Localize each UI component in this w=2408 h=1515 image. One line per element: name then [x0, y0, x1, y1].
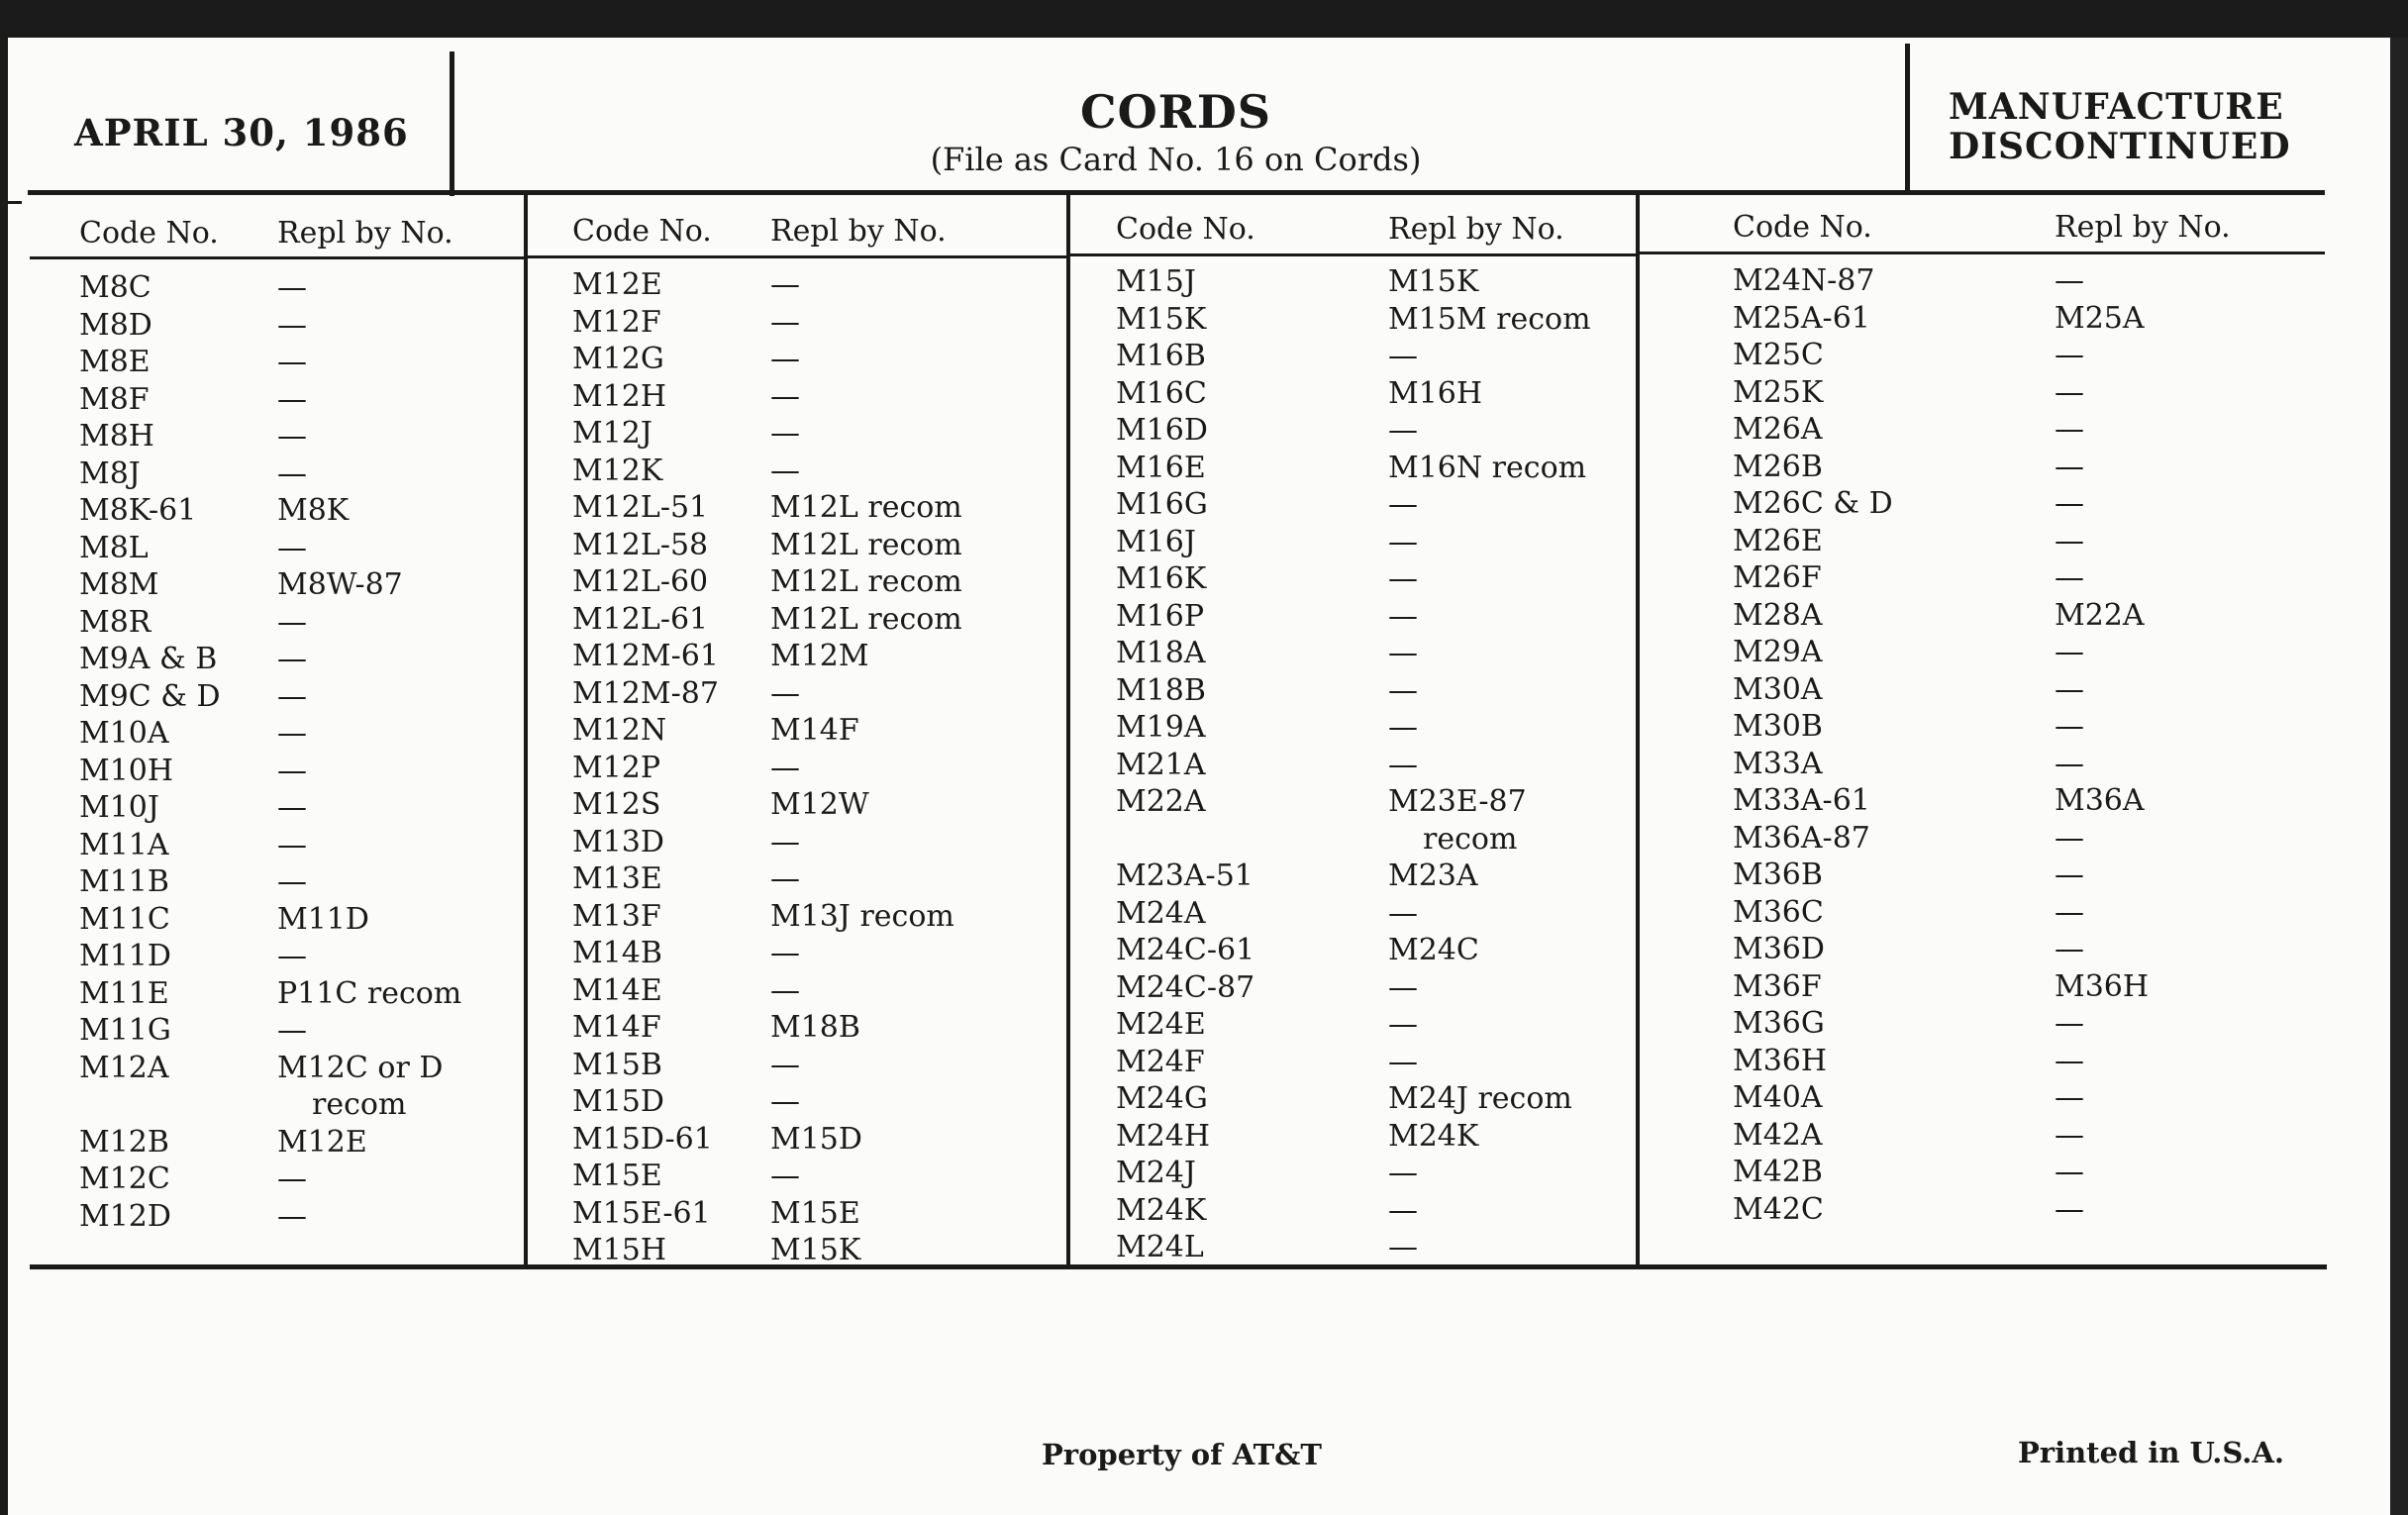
card-subtitle: (File as Card No. 16 on Cords)	[930, 141, 1422, 178]
code-cell: M16B	[1116, 339, 1206, 373]
code-cell: M24L	[1116, 1230, 1204, 1264]
card-title-block	[451, 85, 1901, 178]
code-cell: M36D	[1733, 932, 1825, 966]
replacement-cell: —	[770, 378, 800, 414]
code-cell: M12D	[79, 1198, 171, 1234]
code-cell: M12L-61	[572, 601, 709, 637]
replacement-cell: —	[277, 455, 307, 491]
code-cell: M23A-51	[1116, 858, 1254, 893]
status-line-2: DISCONTINUED	[1949, 126, 2291, 167]
status-label	[1949, 87, 2291, 166]
replacement-cell: —	[2055, 1191, 2084, 1227]
code-cell: M26F	[1733, 560, 1822, 595]
replacement-cell: —	[2055, 894, 2084, 930]
replacement-cell: —	[277, 1013, 307, 1048]
status-line-1: MANUFACTURE	[1949, 86, 2284, 128]
replacement-cell: —	[2055, 709, 2084, 744]
code-cell: M16K	[1116, 561, 1207, 596]
replacement-cell: —	[770, 824, 800, 859]
code-cell: M12P	[572, 750, 661, 785]
code-cell: M8L	[79, 530, 149, 565]
code-cell: M24N-87	[1733, 263, 1875, 298]
code-cell: M24F	[1116, 1044, 1205, 1079]
code-cell: M15K	[1116, 301, 1207, 337]
replacement-cell: M11D	[277, 901, 369, 937]
code-cell: M11E	[79, 975, 169, 1011]
colhead-code-4: Code No.	[1733, 210, 1872, 245]
replacement-cell: —	[2055, 820, 2084, 856]
replacement-cell: —	[1388, 710, 1418, 745]
replacement-cell: M24C	[1388, 933, 1479, 967]
code-cell: M36C	[1733, 894, 1824, 930]
replacement-cell: M12M	[770, 639, 869, 673]
code-cell: M8F	[79, 381, 150, 417]
replacement-cell: —	[2055, 671, 2084, 707]
replacement-cell: M16N recom	[1388, 450, 1587, 485]
code-cell: M29A	[1733, 635, 1823, 669]
code-cell: M36H	[1733, 1043, 1828, 1078]
footer-property: Property of AT&T	[1042, 1438, 1322, 1471]
code-cell: M13F	[572, 898, 661, 934]
replacement-cell: —	[1388, 895, 1418, 931]
replacement-cell: —	[770, 972, 800, 1008]
code-cell: M12J	[572, 416, 652, 451]
replacement-cell: —	[1388, 747, 1418, 782]
code-cell: M15D-61	[572, 1121, 713, 1157]
colhead-repl-2: Repl by No.	[770, 214, 947, 249]
replacement-cell: —	[277, 716, 307, 751]
code-cell: M11A	[79, 827, 169, 862]
replacement-cell: —	[1388, 524, 1418, 559]
replacement-cell: —	[1388, 969, 1418, 1005]
code-cell: M30B	[1733, 709, 1823, 744]
code-cell: M12F	[572, 304, 661, 340]
replacement-cell: —	[1388, 1044, 1418, 1079]
code-cell: M25C	[1733, 338, 1824, 372]
replacement-cell: —	[2055, 523, 2084, 558]
code-cell: M13D	[572, 824, 664, 859]
code-cell: M24C-87	[1116, 969, 1255, 1005]
replacement-cell: —	[1388, 561, 1418, 596]
replacement-cell: M36H	[2055, 968, 2150, 1004]
replacement-cell: —	[2055, 338, 2084, 372]
code-cell: M11D	[79, 939, 171, 973]
replacement-cell: —	[2055, 412, 2084, 447]
replacement-cell: —	[277, 1162, 307, 1196]
code-cell: M12M-87	[572, 675, 719, 711]
code-cell: M12G	[572, 342, 664, 376]
replacement-cell: —	[2055, 858, 2084, 892]
replacement-cell: —	[277, 270, 307, 305]
replacement-cell: —	[2055, 486, 2084, 521]
code-cell: M8R	[79, 604, 151, 640]
code-cell: M24H	[1116, 1118, 1211, 1154]
replacement-cell: —	[277, 790, 307, 825]
replacement-cell: M12L recom	[770, 601, 962, 637]
code-cell: M16D	[1116, 413, 1208, 448]
replacement-cell: P11C recom	[277, 975, 462, 1011]
replacement-cell: —	[1388, 598, 1418, 634]
replacement-cell: —	[2055, 635, 2084, 669]
code-cell: M8H	[79, 419, 154, 454]
code-cell: M15D	[572, 1084, 664, 1119]
replacement-cell: M15K	[1388, 264, 1479, 299]
code-cell: M14B	[572, 936, 662, 970]
code-cell: M8E	[79, 345, 150, 379]
code-cell: M12L-60	[572, 564, 709, 599]
code-cell: M26C & D	[1733, 486, 1893, 521]
replacement-cell: recom	[1423, 821, 1518, 857]
replacement-cell: —	[2055, 374, 2084, 410]
code-cell: M12N	[572, 713, 667, 748]
replacement-cell: M15D	[770, 1121, 862, 1157]
replacement-cell: —	[770, 304, 800, 340]
replacement-cell: —	[770, 1159, 800, 1193]
replacement-cell: —	[2055, 1155, 2084, 1189]
code-cell: M18A	[1116, 636, 1206, 670]
replacement-cell: —	[2055, 932, 2084, 966]
column-divider-1	[524, 194, 528, 1269]
card-edge-shadow	[2390, 38, 2408, 1515]
code-cell: M33A-61	[1733, 783, 1870, 818]
code-cell: M12A	[79, 1050, 169, 1085]
colhead-rule-4	[1640, 252, 2325, 254]
replacement-cell: —	[277, 939, 307, 973]
code-cell: M16C	[1116, 375, 1207, 411]
replacement-cell: —	[770, 267, 800, 302]
code-cell: M11G	[79, 1013, 171, 1048]
replacement-cell: M8W-87	[277, 567, 403, 602]
replacement-cell: —	[277, 530, 307, 565]
replacement-cell: —	[770, 675, 800, 711]
code-cell: M26B	[1733, 449, 1823, 484]
replacement-cell: —	[770, 1047, 800, 1082]
colhead-rule-2	[528, 255, 1066, 258]
column-divider-3	[1636, 194, 1640, 1269]
code-cell: M33A	[1733, 746, 1823, 781]
code-cell: M36G	[1733, 1006, 1825, 1041]
replacement-cell: M15M recom	[1388, 301, 1591, 337]
colhead-rule-1	[30, 256, 524, 259]
replacement-cell: M8K	[277, 493, 350, 528]
replacement-cell: M22A	[2055, 597, 2145, 633]
replacement-cell: —	[1388, 413, 1418, 448]
replacement-cell: —	[1388, 487, 1418, 522]
code-cell: M15E	[572, 1159, 662, 1193]
code-cell: M8C	[79, 270, 151, 305]
column-divider-2	[1066, 194, 1070, 1269]
header-rule	[28, 190, 2325, 195]
replacement-cell: M12L recom	[770, 527, 962, 562]
colhead-repl-1: Repl by No.	[277, 216, 453, 251]
replacement-cell: M24K	[1388, 1118, 1479, 1154]
code-cell: M24G	[1116, 1081, 1208, 1116]
replacement-cell: M12W	[770, 787, 869, 822]
code-cell: M15J	[1116, 264, 1196, 299]
code-cell: M12S	[572, 787, 661, 822]
code-cell: M9A & B	[79, 642, 218, 676]
colhead-code-3: Code No.	[1116, 212, 1255, 247]
replacement-cell: —	[1388, 1156, 1418, 1190]
replacement-cell: —	[770, 1084, 800, 1119]
code-cell: M8K-61	[79, 493, 197, 528]
replacement-cell: M12E	[277, 1124, 367, 1160]
replacement-cell: —	[277, 345, 307, 379]
code-cell: M14E	[572, 972, 662, 1008]
code-cell: M24E	[1116, 1007, 1206, 1042]
replacement-cell: M15K	[770, 1233, 861, 1267]
code-cell: M28A	[1733, 597, 1823, 633]
code-cell: M10H	[79, 753, 174, 788]
replacement-cell: M23A	[1388, 858, 1478, 893]
code-cell: M36B	[1733, 858, 1823, 892]
replacement-cell: —	[2055, 560, 2084, 595]
code-cell: M30A	[1733, 671, 1823, 707]
replacement-cell: —	[770, 416, 800, 451]
colhead-repl-3: Repl by No.	[1388, 212, 1564, 247]
code-cell: M12E	[572, 267, 662, 302]
code-cell: M11B	[79, 864, 169, 899]
replacement-cell: —	[277, 381, 307, 417]
code-cell: M18B	[1116, 672, 1206, 708]
replacement-cell: M25A	[2055, 300, 2145, 336]
code-cell: M24A	[1116, 895, 1206, 931]
replacement-cell: —	[277, 604, 307, 640]
code-cell: M12L-51	[572, 490, 709, 525]
code-cell: M42A	[1733, 1117, 1823, 1153]
code-cell: M12H	[572, 378, 667, 414]
code-cell: M12C	[79, 1162, 170, 1196]
code-cell: M8M	[79, 567, 159, 602]
code-cell: M24C-61	[1116, 933, 1255, 967]
code-cell: M15E-61	[572, 1195, 711, 1231]
code-cell: M24J	[1116, 1156, 1196, 1190]
replacement-cell: —	[277, 678, 307, 714]
replacement-cell: M12L recom	[770, 564, 962, 599]
code-cell: M40A	[1733, 1080, 1823, 1115]
code-cell: M8D	[79, 307, 152, 343]
replacement-cell: recom	[312, 1087, 407, 1122]
footer-printed: Printed in U.S.A.	[2018, 1436, 2284, 1469]
code-cell: M19A	[1116, 710, 1206, 745]
replacement-cell: M24J recom	[1388, 1081, 1572, 1116]
replacement-cell: M13J recom	[770, 898, 954, 934]
card-title: CORDS	[1079, 85, 1272, 139]
replacement-cell: —	[2055, 449, 2084, 484]
code-cell: M42C	[1733, 1191, 1824, 1227]
code-cell: M15B	[572, 1047, 662, 1082]
code-cell: M12L-58	[572, 527, 709, 562]
code-cell: M10A	[79, 716, 169, 751]
colhead-code-1: Code No.	[79, 216, 219, 251]
code-cell: M21A	[1116, 747, 1206, 782]
code-cell: M12K	[572, 453, 663, 488]
replacement-cell: —	[2055, 746, 2084, 781]
code-cell: M11C	[79, 901, 170, 937]
code-cell: M13E	[572, 861, 662, 896]
code-cell: M16G	[1116, 487, 1208, 522]
code-cell: M22A	[1116, 784, 1206, 819]
header-rule-tick	[8, 201, 22, 204]
replacement-cell: —	[1388, 672, 1418, 708]
replacement-cell: —	[1388, 1007, 1418, 1042]
replacement-cell: —	[1388, 1230, 1418, 1264]
replacement-cell: —	[770, 342, 800, 376]
replacement-cell: —	[277, 753, 307, 788]
code-cell: M26A	[1733, 412, 1823, 447]
replacement-cell: M36A	[2055, 783, 2145, 818]
replacement-cell: —	[2055, 1117, 2084, 1153]
replacement-cell: —	[277, 419, 307, 454]
replacement-cell: —	[1388, 1192, 1418, 1228]
code-cell: M16J	[1116, 524, 1196, 559]
replacement-cell: —	[770, 861, 800, 896]
code-cell: M24K	[1116, 1192, 1207, 1228]
code-cell: M12M-61	[572, 639, 719, 673]
replacement-cell: M14F	[770, 713, 859, 748]
colhead-code-2: Code No.	[572, 214, 712, 249]
replacement-cell: —	[2055, 1006, 2084, 1041]
code-cell: M26E	[1733, 523, 1823, 558]
code-cell: M8J	[79, 455, 141, 491]
replacement-cell: —	[1388, 339, 1418, 373]
replacement-cell: M16H	[1388, 375, 1483, 411]
replacement-cell: —	[277, 307, 307, 343]
code-cell: M12B	[79, 1124, 169, 1160]
replacement-cell: —	[2055, 1080, 2084, 1115]
code-cell: M14F	[572, 1010, 661, 1045]
header-divider-left	[450, 51, 454, 196]
code-cell: M42B	[1733, 1155, 1823, 1189]
code-cell: M25A-61	[1733, 300, 1870, 336]
code-cell: M36A-87	[1733, 820, 1870, 856]
replacement-cell: —	[277, 642, 307, 676]
replacement-cell: M23E-87	[1388, 784, 1527, 819]
replacement-cell: —	[277, 827, 307, 862]
replacement-cell: —	[277, 864, 307, 899]
code-cell: M36F	[1733, 968, 1822, 1004]
replacement-cell: M18B	[770, 1010, 860, 1045]
replacement-cell: —	[770, 936, 800, 970]
code-cell: M10J	[79, 790, 159, 825]
colhead-repl-4: Repl by No.	[2055, 210, 2231, 245]
replacement-cell: —	[1388, 636, 1418, 670]
code-cell: M15H	[572, 1233, 667, 1267]
code-cell: M16P	[1116, 598, 1205, 634]
replacement-cell: M12L recom	[770, 490, 962, 525]
replacement-cell: —	[770, 453, 800, 488]
replacement-cell: —	[277, 1198, 307, 1234]
replacement-cell: —	[2055, 263, 2084, 298]
replacement-cell: —	[2055, 1043, 2084, 1078]
replacement-cell: —	[770, 750, 800, 785]
code-cell: M9C & D	[79, 678, 221, 714]
replacement-cell: M15E	[770, 1195, 860, 1231]
colhead-rule-3	[1070, 253, 1636, 256]
replacement-cell: M12C or D	[277, 1050, 444, 1085]
code-cell: M25K	[1733, 374, 1824, 410]
card-date: APRIL 30, 1986	[74, 111, 409, 154]
header-divider-right	[1905, 44, 1910, 192]
code-cell: M16E	[1116, 450, 1206, 485]
